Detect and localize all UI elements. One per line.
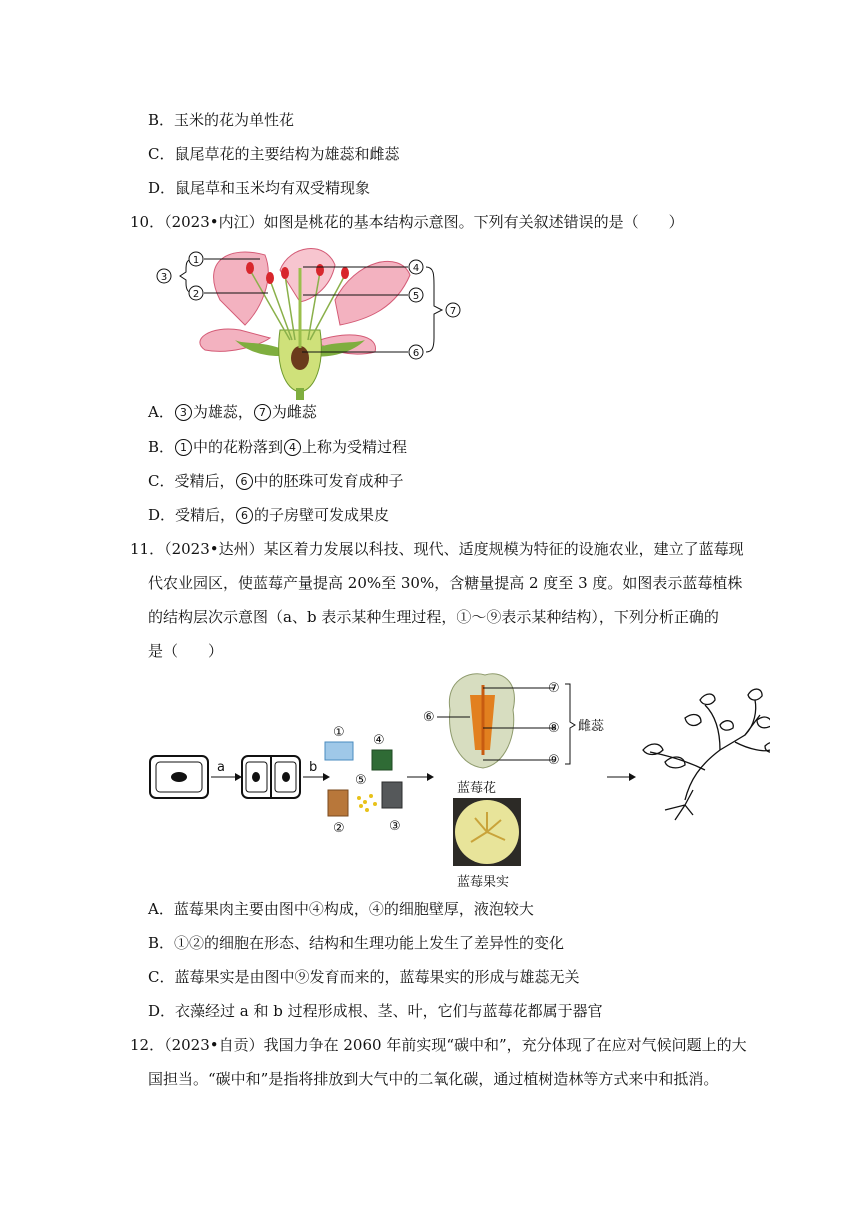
q10-option-c: C．受精后， 6 中的胚珠可发育成种子 [148,472,404,490]
q11-option-c: C．蓝莓果实是由图中⑨发育而来的，蓝莓果实的形成与雄蕊无关 [148,968,580,986]
fruit-caption: 蓝莓果实 [457,875,510,890]
label-3: 3 [160,272,168,283]
flower-label-9: ⑨ [548,753,560,768]
arrow-b-label: b [309,760,318,775]
arrow-a-label: a [217,760,225,775]
label-6: 6 [412,348,420,359]
q10-stem: 10．（2023•内江）如图是桃花的基本结构示意图。下列有关叙述错误的是（ ） [130,213,684,231]
q11-stem-line-1: 11．（2023•达州）某区着力发展以科技、现代、适度规模为特征的设施农业，建立了蓝莓现 [130,540,744,558]
tissue-label-5: ⑤ [355,773,367,788]
q10-option-b: B． 1 中的花粉落到 4 上称为受精过程 [148,438,408,456]
flower-label-7: ⑦ [548,681,560,696]
q11-option-a: A．蓝莓果肉主要由图中④构成，④的细胞壁厚，液泡较大 [148,900,534,918]
pistil-label: 雌蕊 [578,719,605,734]
q11-option-b: B．①②的细胞在形态、结构和生理功能上发生了差异性的变化 [148,934,565,952]
q10-option-a: A． 3 为雄蕊， 7 为雌蕊 [148,403,317,421]
tissue-label-3: ③ [389,819,401,834]
q12-stem-line-2: 国担当。“碳中和”是指将排放到大气中的二氧化碳，通过植树造林等方式来中和抵消。 [148,1070,719,1088]
q11-stem-line-3: 的结构层次示意图（a、b 表示某种生理过程，①～⑨表示某种结构），下列分析正确的 [148,608,719,626]
blueberry-structure-diagram [145,670,770,900]
q12-stem-line-1: 12．（2023•自贡）我国力争在 2060 年前实现“碳中和”，充分体现了在应对气候问题上的大 [130,1036,747,1054]
flower-caption: 蓝莓花 [457,781,497,796]
q9-option-c: C．鼠尾草花的主要结构为雄蕊和雌蕊 [148,145,400,163]
q10-option-d: D．受精后， 6 的子房壁可发成果皮 [148,506,390,524]
label-2: 2 [192,289,200,300]
tissue-label-2: ② [333,821,345,836]
q11-stem-line-2: 代农业园区，使蓝莓产量提高 20%至 30%，含糖量提高 2 度至 3 度。如图表示蓝莓植株 [148,574,743,592]
label-4: 4 [412,263,420,274]
label-1: 1 [192,255,200,266]
peach-flower-diagram [150,240,470,400]
tissue-label-1: ① [333,725,345,740]
q11-stem-line-4: 是（ ） [148,642,224,660]
q9-option-b: B．玉米的花为单性花 [148,111,295,129]
q9-option-d: D．鼠尾草和玉米均有双受精现象 [148,179,371,197]
label-7: 7 [449,306,457,317]
flower-label-8: ⑧ [548,721,560,736]
label-5: 5 [412,291,420,302]
flower-label-6: ⑥ [423,710,435,725]
tissue-label-4: ④ [373,733,385,748]
q11-option-d: D．衣藻经过 a 和 b 过程形成根、茎、叶，它们与蓝莓花都属于器官 [148,1002,603,1020]
